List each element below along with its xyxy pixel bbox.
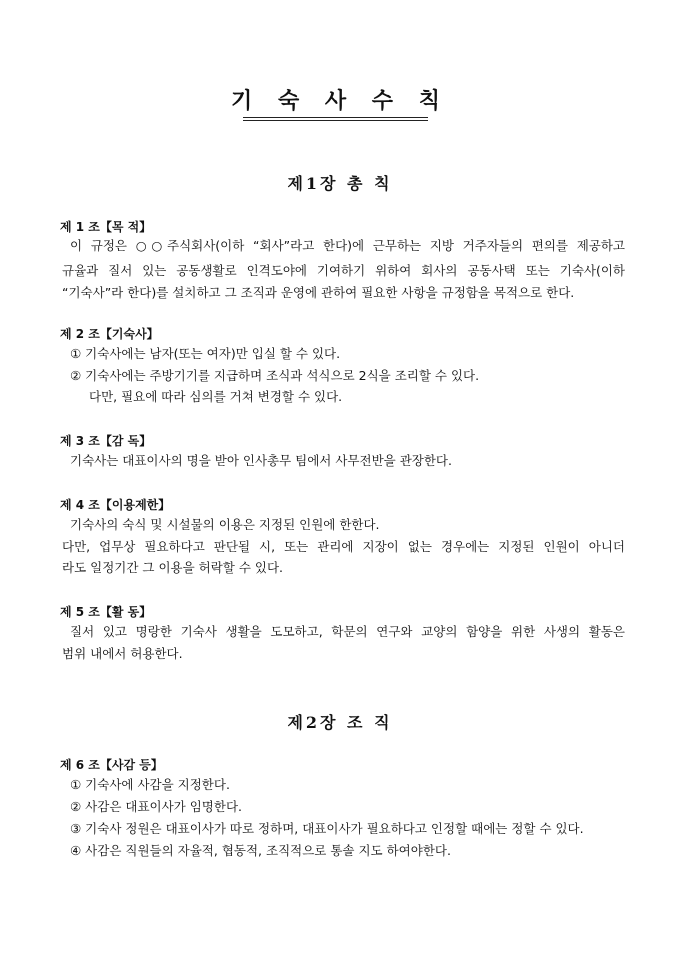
chapter-1-heading: 제1장 총 칙 [287, 174, 393, 193]
article-3-line-1: 기숙사는 대표이사의 명을 받아 인사총무 팀에서 사무전반을 관장한다. [70, 453, 452, 468]
article-2-line-2: ② 기숙사에는 주방기기를 지급하며 조식과 석식으로 2식을 조리할 수 있다. [70, 368, 480, 383]
article-2-line-3: 다만, 필요에 따라 심의를 거쳐 변경할 수 있다. [89, 389, 343, 404]
article-5-title: 제 5 조【활 동】 [60, 605, 152, 619]
article-6-line-4: ④ 사감은 직원들의 자율적, 협동적, 조직적으로 통솔 지도 하여야한다. [70, 843, 451, 858]
document-title: 기 숙 사 수 칙 [231, 88, 449, 114]
article-4-title: 제 4 조【이용제한】 [60, 498, 171, 512]
title-underline-bottom [243, 120, 428, 121]
chapter-2-heading: 제2장 조 직 [287, 713, 393, 732]
article-4-line-3: 라도 일정기간 그 이용을 허락할 수 있다. [62, 560, 284, 575]
article-6-title: 제 6 조【사감 등】 [60, 758, 163, 772]
article-1-line-3: “기숙사”라 한다)를 설치하고 그 조직과 운영에 관하여 필요한 사항을 규정함을 목적으로 한다. [62, 285, 575, 300]
article-6-line-1: ① 기숙사에 사감을 지정한다. [70, 777, 230, 792]
article-2-title: 제 2 조【기숙사】 [60, 327, 159, 341]
article-1-title: 제 1 조【목 적】 [60, 220, 152, 234]
article-2-line-1: ① 기숙사에는 남자(또는 여자)만 입실 할 수 있다. [70, 346, 341, 361]
article-1-line-1: 이 규정은 ○○주식회사(이하 “회사”라고 한다)에 근무하는 지방 거주자들의 편의를 제공하고 [70, 238, 625, 253]
article-5-line-2: 범위 내에서 허용한다. [62, 646, 183, 661]
article-1-line-2: 규율과 질서 있는 공동생활로 인격도야에 기여하기 위하여 회사의 공동사택 또는 기숙사(이하 [62, 263, 625, 278]
title-underline-top [243, 117, 428, 118]
article-6-line-3: ③ 기숙사 정원은 대표이사가 따로 정하며, 대표이사가 필요하다고 인정할 때에는 정할 수 있다. [70, 821, 584, 836]
article-4-line-1: 기숙사의 숙식 및 시설물의 이용은 지정된 인원에 한한다. [70, 517, 380, 532]
article-3-title: 제 3 조【감 독】 [60, 434, 152, 448]
article-4-line-2: 다만, 업무상 필요하다고 판단될 시, 또는 관리에 지장이 없는 경우에는 지정된 인원이 아니더 [62, 539, 625, 554]
article-6-line-2: ② 사감은 대표이사가 임명한다. [70, 799, 243, 814]
article-5-line-1: 질서 있고 명랑한 기숙사 생활을 도모하고, 학문의 연구와 교양의 함양을 위한 사생의 활동은 [70, 624, 625, 639]
